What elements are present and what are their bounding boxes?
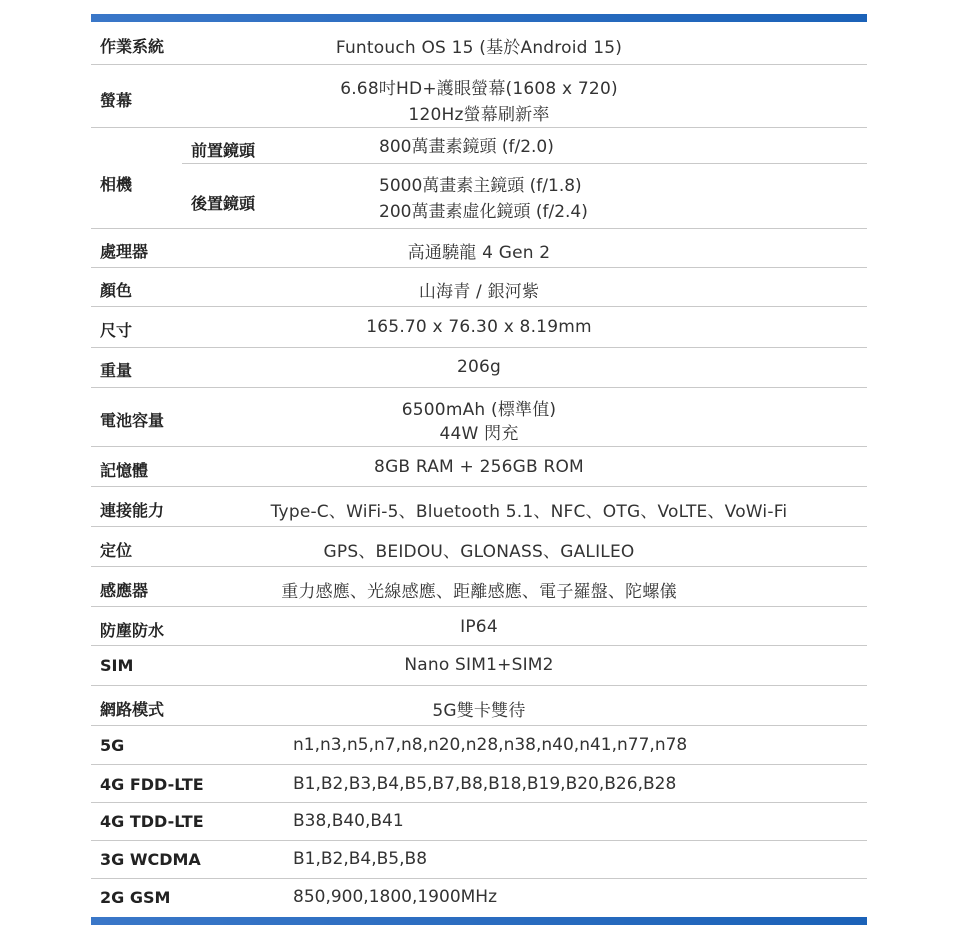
spec-row-memory — [91, 447, 867, 487]
spec-label: 作業系統 — [100, 37, 165, 56]
spec-value: 重力感應、光線感應、距離感應、電子羅盤、陀螺儀 — [281, 582, 677, 602]
spec-value: 6500mAh (標準值) — [401, 400, 557, 420]
spec-value: 高通驍龍 4 Gen 2 — [407, 243, 551, 263]
spec-row-connectivity — [91, 487, 867, 527]
spec-value: IP64 — [460, 617, 498, 637]
spec-sublabel-front: 前置鏡頭 — [191, 141, 256, 160]
spec-row-network — [91, 686, 867, 726]
spec-row-5g — [91, 726, 867, 765]
spec-sublabel-rear: 後置鏡頭 — [191, 194, 256, 213]
bottom-accent-bar — [91, 917, 867, 925]
spec-row-gps — [91, 527, 867, 567]
spec-label: 連接能力 — [100, 501, 165, 520]
spec-row-color — [91, 268, 867, 307]
spec-label: 5G — [100, 736, 125, 755]
spec-row-screen — [91, 65, 867, 128]
spec-label: 螢幕 — [100, 91, 133, 110]
spec-row-sensors — [91, 567, 867, 607]
spec-row-3g — [91, 841, 867, 879]
spec-value: Nano SIM1+SIM2 — [404, 655, 554, 675]
spec-value: 山海青 / 銀河紫 — [418, 282, 540, 302]
spec-label: SIM — [100, 656, 134, 675]
spec-label: 記憶體 — [100, 461, 149, 480]
spec-row-size — [91, 307, 867, 348]
spec-value: 8GB RAM + 256GB ROM — [374, 457, 584, 477]
spec-label: 防塵防水 — [100, 621, 165, 640]
spec-row-2g — [91, 879, 867, 917]
spec-value: Type-C、WiFi-5、Bluetooth 5.1、NFC、OTG、VoLTE、VoWi-Fi — [270, 502, 788, 522]
spec-value-rear-line2: 200萬畫素虛化鏡頭 (f/2.4) — [379, 202, 588, 222]
spec-label: 3G WCDMA — [100, 850, 201, 869]
spec-row-camera — [91, 128, 867, 229]
spec-value: 5G雙卡雙待 — [432, 701, 526, 721]
spec-value: 850,900,1800,1900MHz — [293, 887, 498, 907]
spec-label: 感應器 — [100, 581, 149, 600]
spec-value: B1,B2,B4,B5,B8 — [293, 849, 428, 869]
spec-label: 重量 — [100, 361, 133, 380]
spec-label: 定位 — [100, 541, 133, 560]
spec-row-battery — [91, 388, 867, 447]
spec-label: 2G GSM — [100, 888, 171, 907]
spec-value: B38,B40,B41 — [293, 811, 404, 831]
spec-label: 處理器 — [100, 242, 149, 261]
spec-label: 顏色 — [100, 281, 133, 300]
spec-label: 網路模式 — [100, 700, 165, 719]
spec-value: 6.68吋HD+護眼螢幕(1608 x 720) — [340, 79, 618, 99]
spec-label: 4G FDD-LTE — [100, 775, 204, 794]
spec-value: B1,B2,B3,B4,B5,B7,B8,B18,B19,B20,B26,B28 — [293, 774, 677, 794]
spec-value-line2: 44W 閃充 — [439, 424, 519, 444]
spec-row-4g-tdd — [91, 803, 867, 841]
spec-row-os — [91, 22, 867, 65]
camera-divider — [182, 163, 867, 164]
spec-row-weight — [91, 348, 867, 388]
spec-label: 相機 — [100, 175, 133, 194]
spec-row-ip — [91, 607, 867, 646]
spec-label: 尺寸 — [100, 321, 133, 340]
spec-row-sim — [91, 646, 867, 686]
spec-value-rear: 5000萬畫素主鏡頭 (f/1.8) — [379, 176, 582, 196]
spec-value: Funtouch OS 15 (基於Android 15) — [335, 38, 623, 58]
spec-row-4g-fdd — [91, 765, 867, 803]
spec-value: n1,n3,n5,n7,n8,n20,n28,n38,n40,n41,n77,n78 — [293, 735, 688, 755]
spec-value: 165.70 x 76.30 x 8.19mm — [366, 317, 592, 337]
spec-value-line2: 120Hz螢幕刷新率 — [408, 105, 550, 125]
spec-value: 206g — [456, 357, 502, 377]
spec-label: 4G TDD-LTE — [100, 812, 204, 831]
spec-value: GPS、BEIDOU、GLONASS、GALILEO — [323, 542, 635, 562]
spec-label: 電池容量 — [100, 411, 165, 430]
spec-row-cpu — [91, 229, 867, 268]
spec-value-front: 800萬畫素鏡頭 (f/2.0) — [379, 137, 554, 157]
top-accent-bar — [91, 14, 867, 22]
